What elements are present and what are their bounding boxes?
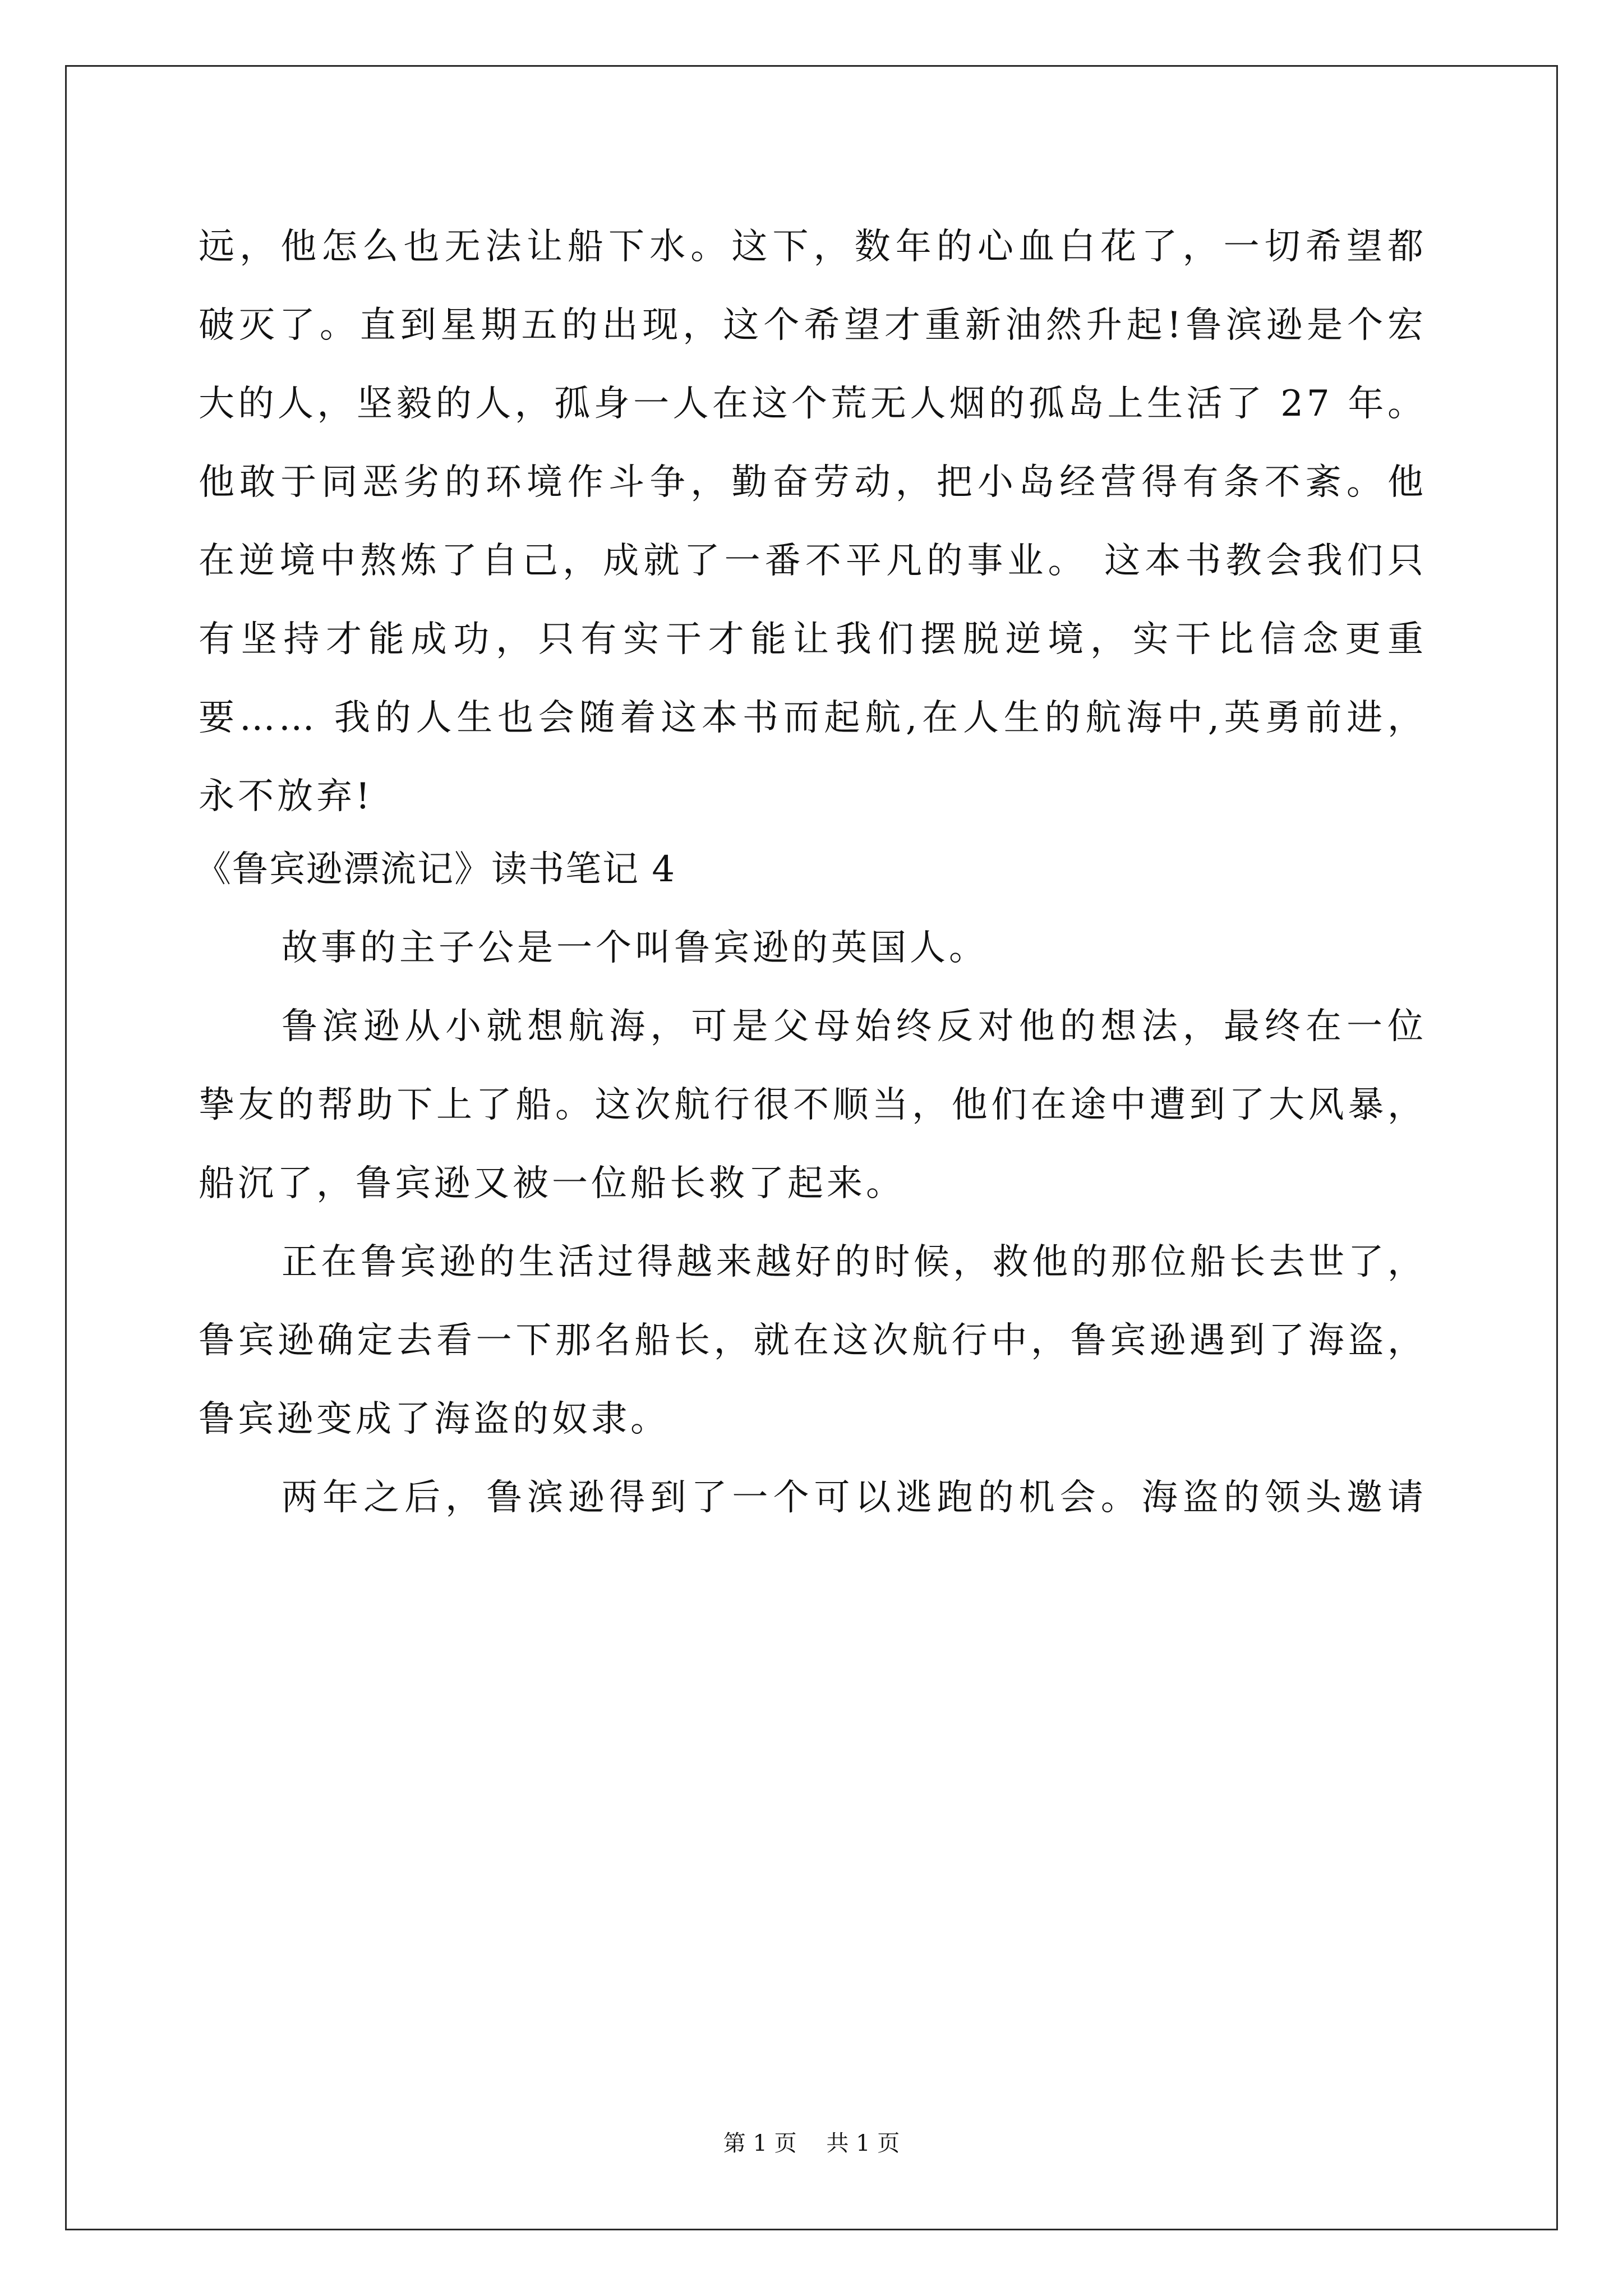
text-line: 破灭了。直到星期五的出现，这个希望才重新油然升起!鲁滨逊是个宏 — [199, 305, 1427, 346]
paragraph-line: 故事的主子公是一个叫鲁宾逊的英国人。 — [282, 927, 988, 969]
text-line: 他敢于同恶劣的环境作斗争，勤奋劳动，把小岛经营得有条不紊。他 — [199, 462, 1427, 503]
paragraph-line: 船沉了，鲁宾逊又被一位船长救了起来。 — [199, 1163, 905, 1204]
paragraph-line: 鲁宾逊变成了海盗的奴隶。 — [199, 1398, 670, 1440]
page-number: 第 1 页 — [723, 2131, 797, 2156]
section-heading: 《鲁宾逊漂流记》读书笔记 4 — [195, 849, 676, 890]
paragraph-line: 挚友的帮助下上了船。这次航行很不顺当，他们在途中遭到了大风暴， — [199, 1084, 1427, 1126]
text-line: 远，他怎么也无法让船下水。这下，数年的心血白花了，一切希望都 — [199, 226, 1427, 268]
text-line: 大的人，坚毅的人，孤身一人在这个荒无人烟的孤岛上生活了 27 年。 — [199, 383, 1427, 425]
paragraph-line: 两年之后，鲁滨逊得到了一个可以逃跑的机会。海盗的领头邀请 — [282, 1477, 1427, 1519]
paragraph-line: 鲁宾逊确定去看一下那名船长，就在这次航行中，鲁宾逊遇到了海盗， — [199, 1320, 1427, 1361]
text-line: 有坚持才能成功，只有实干才能让我们摆脱逆境，实干比信念更重 — [199, 619, 1427, 660]
text-line: 要…… 我的人生也会随着这本书而起航,在人生的航海中,英勇前进， — [199, 697, 1427, 739]
page-total: 共 1 页 — [826, 2131, 900, 2156]
paragraph-line: 正在鲁宾逊的生活过得越来越好的时候，救他的那位船长去世了， — [282, 1241, 1427, 1283]
paragraph-line: 鲁滨逊从小就想航海，可是父母始终反对他的想法，最终在一位 — [282, 1006, 1427, 1047]
text-line: 永不放弃! — [199, 776, 374, 817]
page-footer — [0, 2129, 1623, 2157]
text-line: 在逆境中熬炼了自己，成就了一番不平凡的事业。 这本书教会我们只 — [199, 540, 1427, 582]
